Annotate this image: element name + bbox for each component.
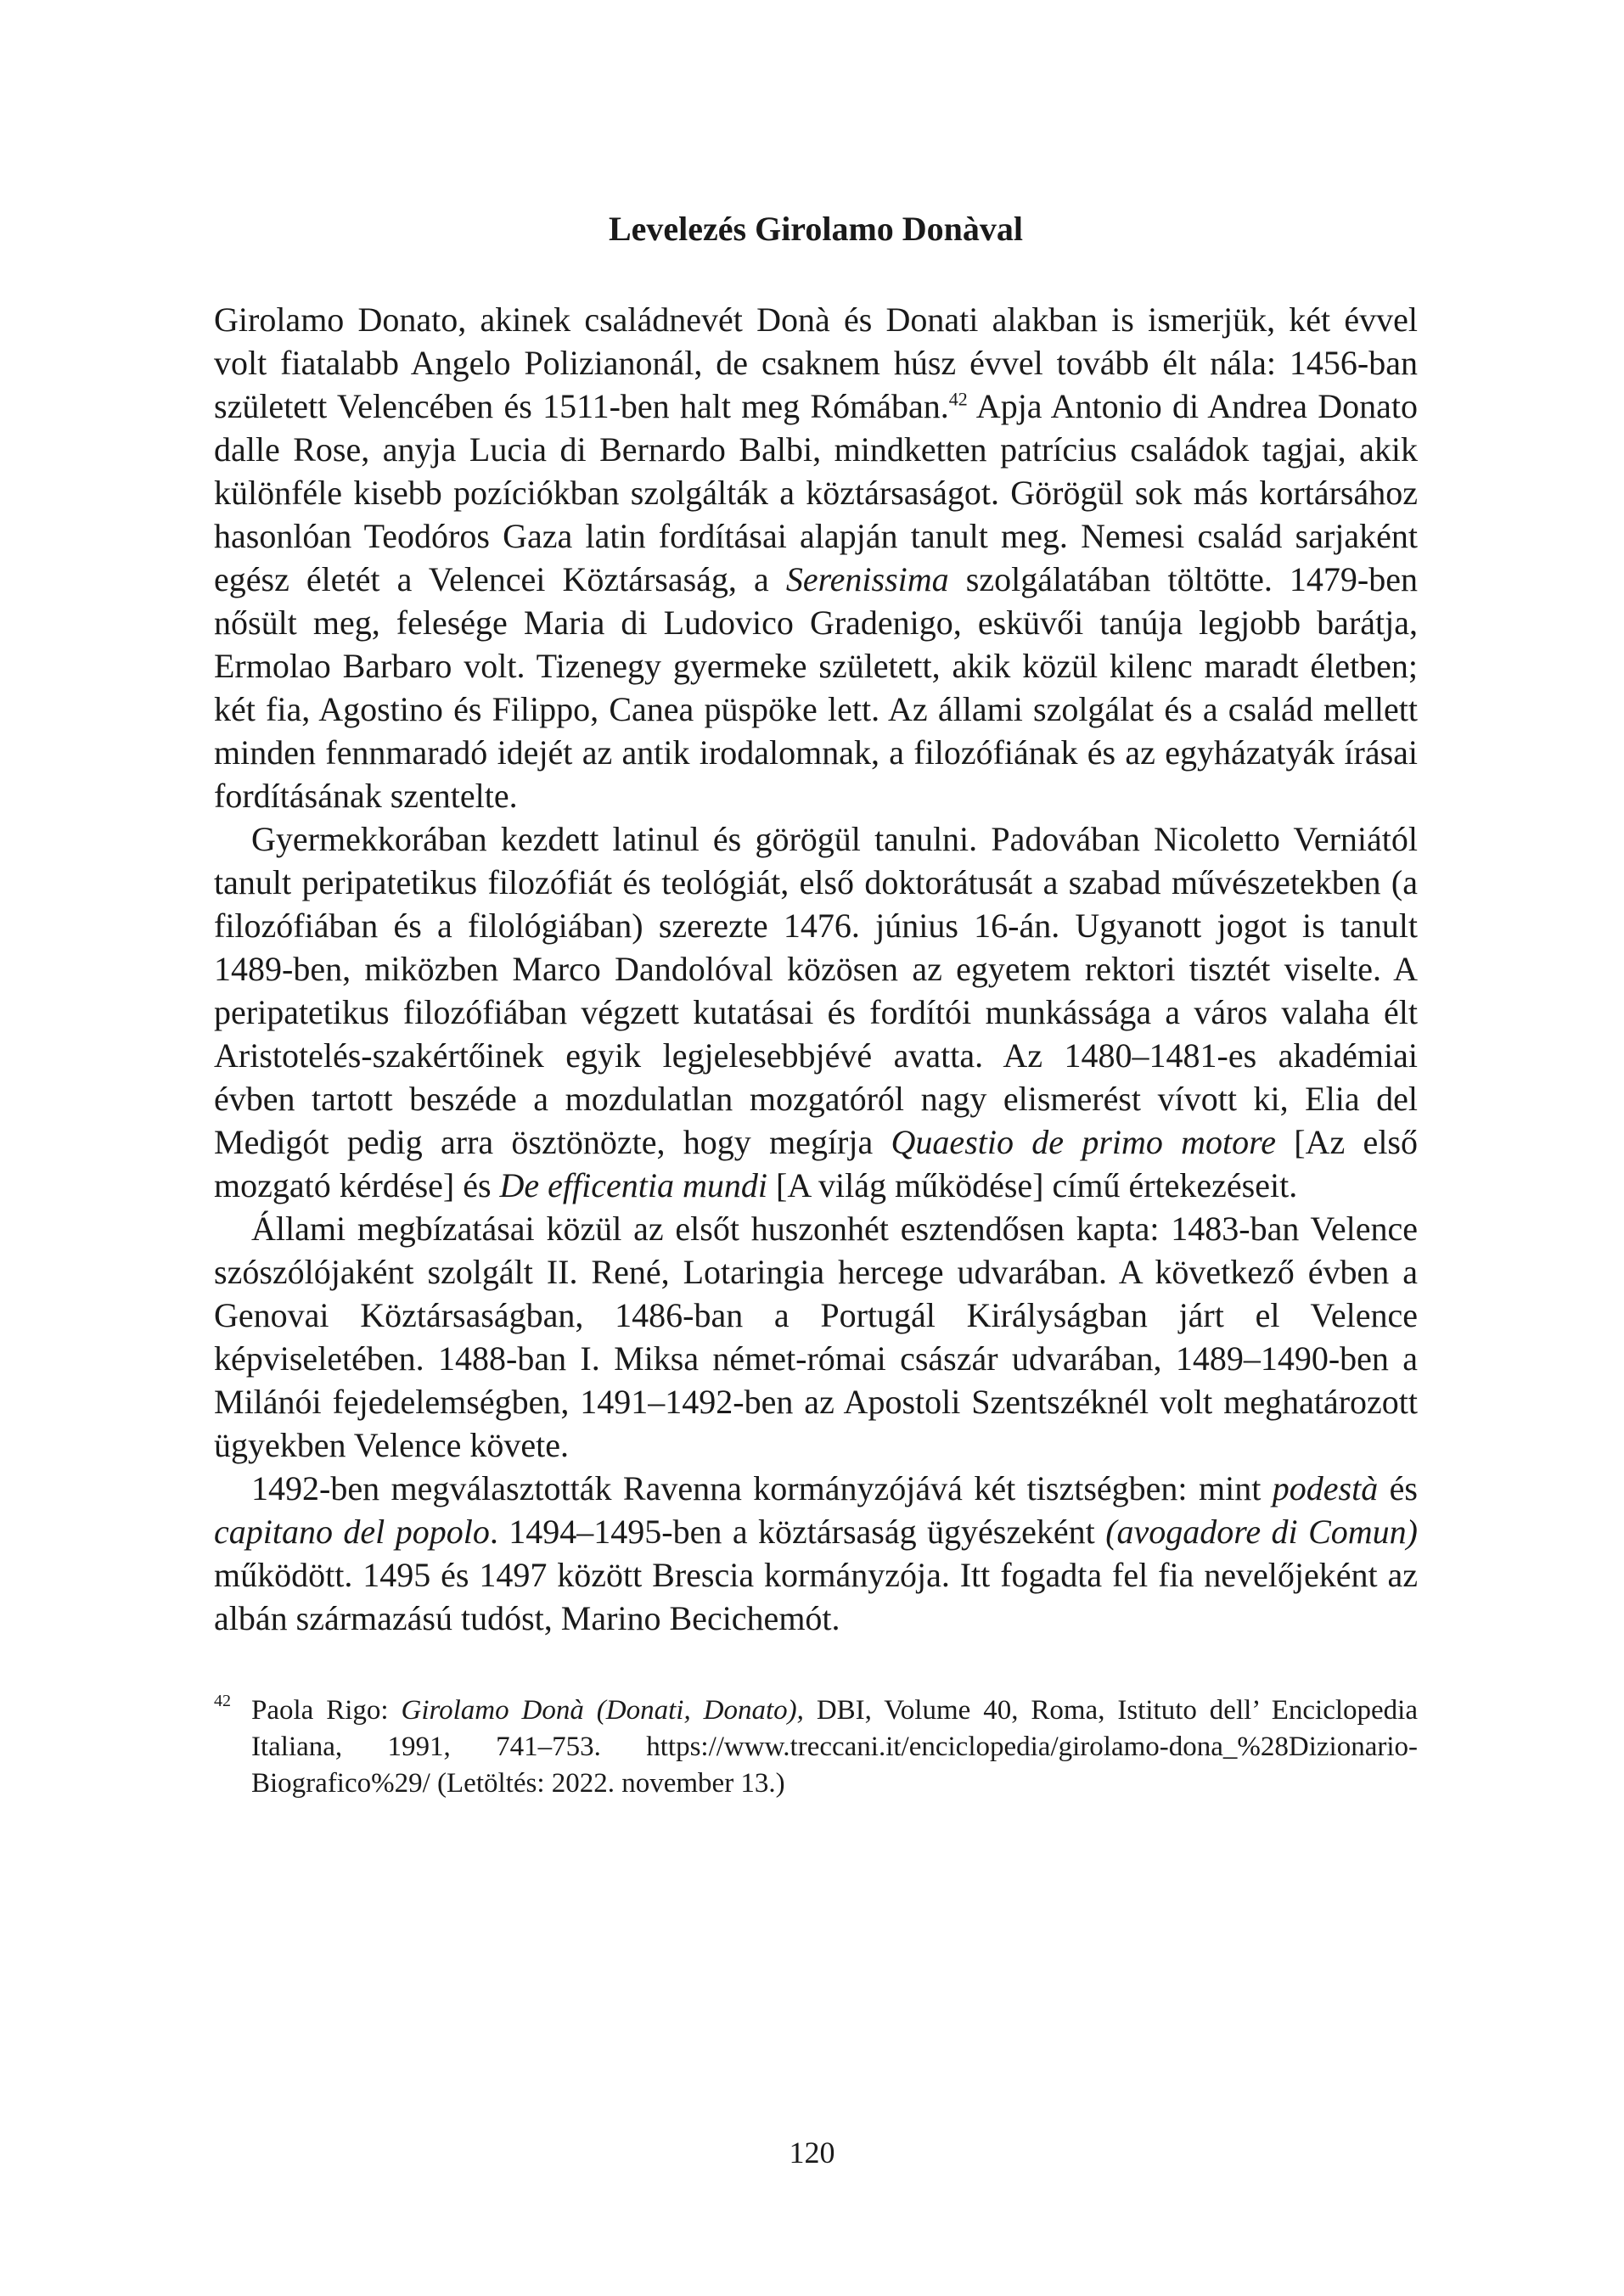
paragraph-segment-italic: capitano del popolo xyxy=(214,1513,490,1551)
page-content xyxy=(214,208,1418,1802)
footnote-mark: 42 xyxy=(214,1692,231,1710)
paragraph-segment-italic: podestà xyxy=(1272,1469,1379,1507)
paragraph-segment-text: Állami megbízatásai közül az elsőt huszonhét esztendősen kapta: 1483-ban Velence szószólójaként szolgált II. René, Lotaringia hercege udvarában. A következő évben a Genovai Köztársaságban, 1486-ban a Portugál Királyságban járt el Velence képviseletében. 1488-ban I. Miksa német-római császár udvarában, 1489–1490-ben a Milánói fejedelemségben, 1491–1492-ben az Apostoli Szentszéknél volt meghatározott ügyekben Velence követe. xyxy=(214,1210,1418,1464)
paragraph-segment-text: [A világ működése] című értekezéseit. xyxy=(767,1166,1298,1204)
paragraph-segment-italic: Serenissima xyxy=(785,560,949,598)
paragraph-segment-text: működött. 1495 és 1497 között Brescia kormányzója. Itt fogadta fel fia nevelőjeként az albán származású tudóst, Marino Becichemót. xyxy=(214,1556,1418,1637)
paragraph-segment-text: Girolamo Donato, akinek családnevét Donà és Donati alakban is ismerjük, két évvel volt fiatalabb Angelo Polizianonál, de csaknem húsz évvel tovább élt nála: 1456-ban született Velencében és 1511-ben halt meg Rómában. xyxy=(214,300,1418,425)
paragraph-segment-text: és xyxy=(1378,1469,1418,1507)
footnote-segment-text: Paola Rigo: xyxy=(251,1695,402,1726)
paragraph-2 xyxy=(214,817,1418,1207)
paragraph-segment-text: [Az első mozgató kérdése] és xyxy=(214,1123,1418,1204)
paragraph-segment-italic: (avogadore di Comun) xyxy=(1105,1513,1418,1551)
paragraph-segment-text: szolgálatában töltötte. 1479-ben nősült meg, felesége Maria di Ludovico Gradenigo, esküvői tanúja legjobb barátja, Ermolao Barbaro volt. Tizenegy gyermeke született, akik közül kilenc maradt életben; két fia, Agostino és Filippo, Canea püspöke lett. Az állami szolgálat és a család mellett minden fennmaradó idejét az antik irodalomnak, a filozófiának és az egyházatyák írásai fordításának szentelte. xyxy=(214,560,1418,815)
paragraph-segment-italic: De efficentia mundi xyxy=(499,1166,767,1204)
paragraph-segment-text: Gyermekkorában kezdett latinul és görögül tanulni. Padovában Nicoletto Verniától tanult peripatetikus filozófiát és teológiát, első doktorátusát a szabad művészetekben (a filozófiában és a filológiában) szerezte 1476. június 16-án. Ugyanott jogot is tanult 1489-ben, miközben Marco Dandolóval közösen az egyetem rektori tisztét viselte. A peripatetikus filozófiában végzett kutatásai és fordítói munkássága a város valaha élt Aristotelés-szakértőinek egyik legjelesebbjévé avatta. Az 1480–1481-es akadémiai évben tartott beszéde a mozdulatlan mozgatóról nagy elismerést vívott ki, Elia del Medigót pedig arra ösztönözte, hogy megírja xyxy=(214,820,1418,1161)
paragraph-segment-italic: Quaestio de primo motore xyxy=(891,1123,1277,1161)
paragraph-4 xyxy=(214,1467,1418,1640)
page-number: 120 xyxy=(789,2136,835,2170)
footnote-text xyxy=(251,1695,1418,1799)
paragraph-3 xyxy=(214,1207,1418,1467)
paragraph-segment-text: . 1494–1495-ben a köztársaság ügyészeként xyxy=(489,1513,1106,1551)
body-text xyxy=(214,298,1418,1640)
footnote-segment-text: DBI, Volume 40, Roma, Istituto dell’ Enciclopedia Italiana, 1991, 741–753. https://www.treccani.it/enciclopedia/girolamo-dona_%28Dizionario-Biografico%29/ (Letöltés: 2022. november 13.) xyxy=(251,1695,1418,1799)
footnote-ref-42: 42 xyxy=(948,388,968,410)
paragraph-segment-text: 1492-ben megválasztották Ravenna kormányzójává két tisztségben: mint xyxy=(251,1469,1273,1507)
paragraph-1 xyxy=(214,298,1418,817)
paragraph-segment-text: Apja Antonio di Andrea Donato dalle Rose, anyja Lucia di Bernardo Balbi, mindketten patrícius családok tagjai, akik különféle kisebb pozíciókban szolgálták a köztársaságot. Görögül sok más kortársához hasonlóan Teodóros Gaza latin fordításai alapján tanult meg. Nemesi család sarjaként egész életét a Velencei Köztársaság, a xyxy=(214,387,1419,598)
footnote-segment-italic: Girolamo Donà (Donati, Donato), xyxy=(401,1695,804,1726)
chapter-title: Levelezés Girolamo Donàval xyxy=(608,210,1024,248)
footnote-42 xyxy=(214,1693,1418,1802)
